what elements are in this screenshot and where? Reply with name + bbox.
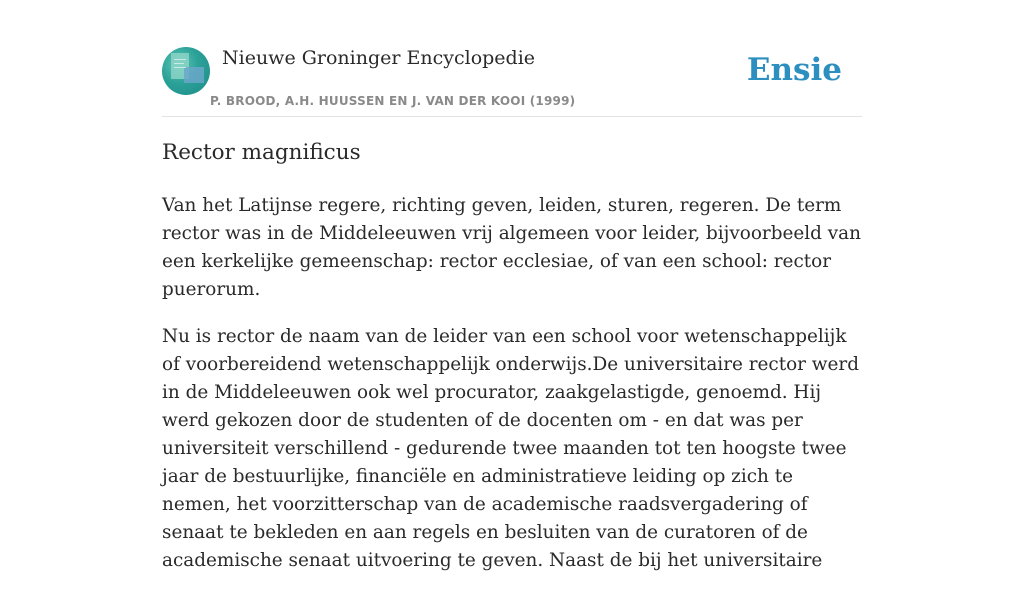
cover-line	[174, 59, 186, 60]
publication-title[interactable]: Nieuwe Groninger Encyclopedie	[222, 47, 536, 69]
article-paragraph: Nu is rector de naam van de leider van een school voor wetenschappelijk of voorbereidend wetenschappelijk onderwijs.De universitaire rector werd in de Middeleeuwen ook wel procurator, zaakgelastigde, genoemd. Hij werd gekozen door de studenten of de docenten om - en dat was per universiteit verschillend - gedurende twee maanden tot ten hoogste twee jaar de bestuurlijke, financiële en administratieve leiding op zich te nemen, het voorzitterschap van de academische raadsvergadering of senaat te bekleden en aan regels en besluiten van de curatoren of de academische senaat uitvoering te geven. Naast de bij het universitaire	[162, 326, 859, 571]
publication-authors: P. BROOD, A.H. HUUSSEN EN J. VAN DER KOOI (1999)	[210, 94, 576, 108]
cover-line	[174, 67, 186, 68]
cover-line	[174, 63, 184, 64]
cover-graphic-secondary	[184, 67, 204, 83]
article-title: Rector magnificus	[162, 140, 361, 165]
ensie-logo[interactable]: Ensie	[746, 52, 842, 88]
encyclopedia-cover-avatar[interactable]	[162, 47, 210, 95]
article-body	[162, 192, 867, 594]
article-paragraph: Van het Latijnse regere, richting geven, leiden, sturen, regeren. De term rector was in de Middeleeuwen vrij algemeen voor leider, bijvoorbeeld van een kerkelijke gemeenschap: rector ecclesiae, of van een school: rector puerorum.	[162, 195, 861, 300]
header	[162, 46, 862, 117]
